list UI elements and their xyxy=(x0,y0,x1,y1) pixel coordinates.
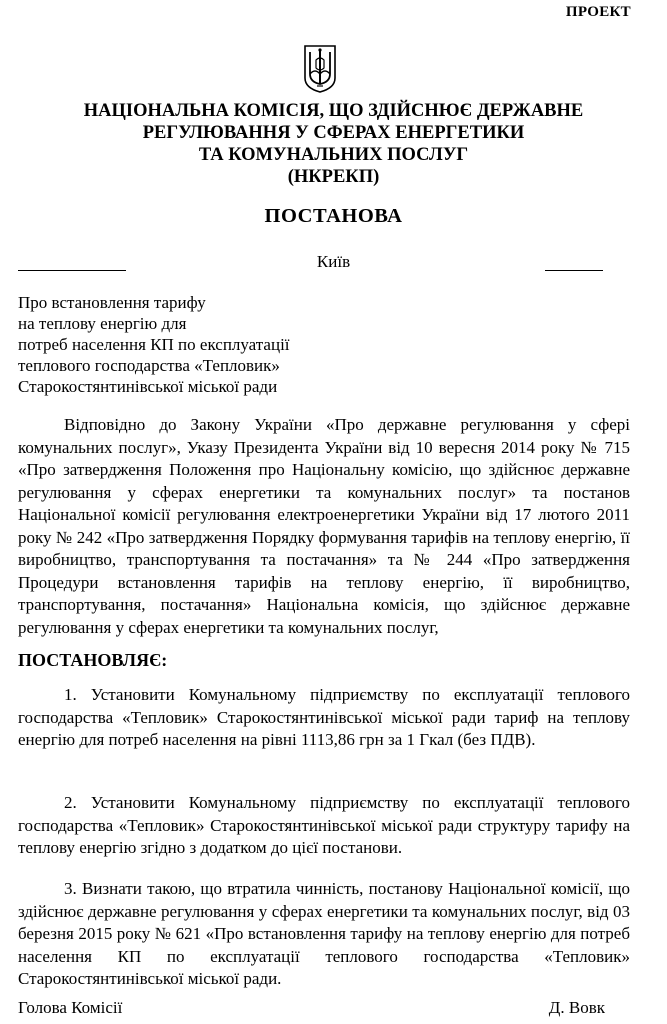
signatory-name: Д. Вовк xyxy=(548,998,605,1017)
resolution-item-2: 2. Установити Комунальному підприємству по експлуатації теплового господарства «Тепловик» Старокостянтинівської міської ради структуру тарифу на теплову енергію згідно з додатком до цієї постанови. xyxy=(18,793,630,857)
organization-line: РЕГУЛЮВАННЯ У СФЕРАХ ЕНЕРГЕТИКИ xyxy=(142,123,525,143)
organization-abbreviation: (НКРЕКП) xyxy=(287,167,380,187)
subject-line: потреб населення КП по експлуатації xyxy=(18,335,290,354)
signatory-position: Голова Комісії xyxy=(18,998,123,1017)
project-status-label: ПРОЕКТ xyxy=(565,4,631,20)
preamble-paragraph: Відповідно до Закону України «Про державне регулювання у сфері комунальних послуг», Указу Президента України від 10 вересня 2014 року № 715 «Про затвердження Положення про Національну комісію, що здійснює державне регулювання у сферах енергетики та комунальних послуг» та постанов Національної комісії регулювання електроенергетики України від 17 лютого 2011 року № 242 «Про затвердження Порядку формування тарифів на теплову енергію, її виробництво, транспортування та постачання» та № 244 «Про затвердження Процедури встановлення тарифів на теплову енергію, її виробництво, транспортування, постачання» Національна комісія, що здійснює державне регулювання у сферах енергетики та комунальних послуг, xyxy=(18,415,630,637)
subject-line: на теплову енергію для xyxy=(18,314,187,333)
number-blank-line xyxy=(545,260,603,271)
city-label: Київ xyxy=(316,252,351,271)
resolution-item-1: 1. Установити Комунальному підприємству по експлуатації теплового господарства «Тепловик» Старокостянтинівської міської ради тариф на теплову енергію для потреб населення на рівні 1113,86 грн за 1 Гкал (без ПДВ). xyxy=(18,685,630,749)
subject-line: теплового господарства «Тепловик» xyxy=(18,356,280,375)
ukraine-trident-icon xyxy=(303,44,337,94)
organization-line: НАЦІОНАЛЬНА КОМІСІЯ, ЩО ЗДІЙСНЮЄ ДЕРЖАВНЕ xyxy=(83,101,584,121)
subject-line: Про встановлення тарифу xyxy=(18,293,206,312)
document-type-title: ПОСТАНОВА xyxy=(264,205,403,227)
organization-line: ТА КОМУНАЛЬНИХ ПОСЛУГ xyxy=(198,145,469,165)
organization-name xyxy=(0,100,667,188)
resolution-item-3: 3. Визнати такою, що втратила чинність, постанову Національної комісії, що здійснює державне регулювання у сферах енергетики та комунальних послуг, від 03 березня 2015 року № 621 «Про встановлення тарифу на теплову енергію для потреб населення КП по експлуатації теплового господарства «Тепловик» Старокостянтинівської міської ради. xyxy=(18,879,630,988)
decides-heading: ПОСТАНОВЛЯЄ: xyxy=(18,650,168,670)
subject-line: Старокостянтинівської міської ради xyxy=(18,377,278,396)
document-subject xyxy=(18,292,290,397)
